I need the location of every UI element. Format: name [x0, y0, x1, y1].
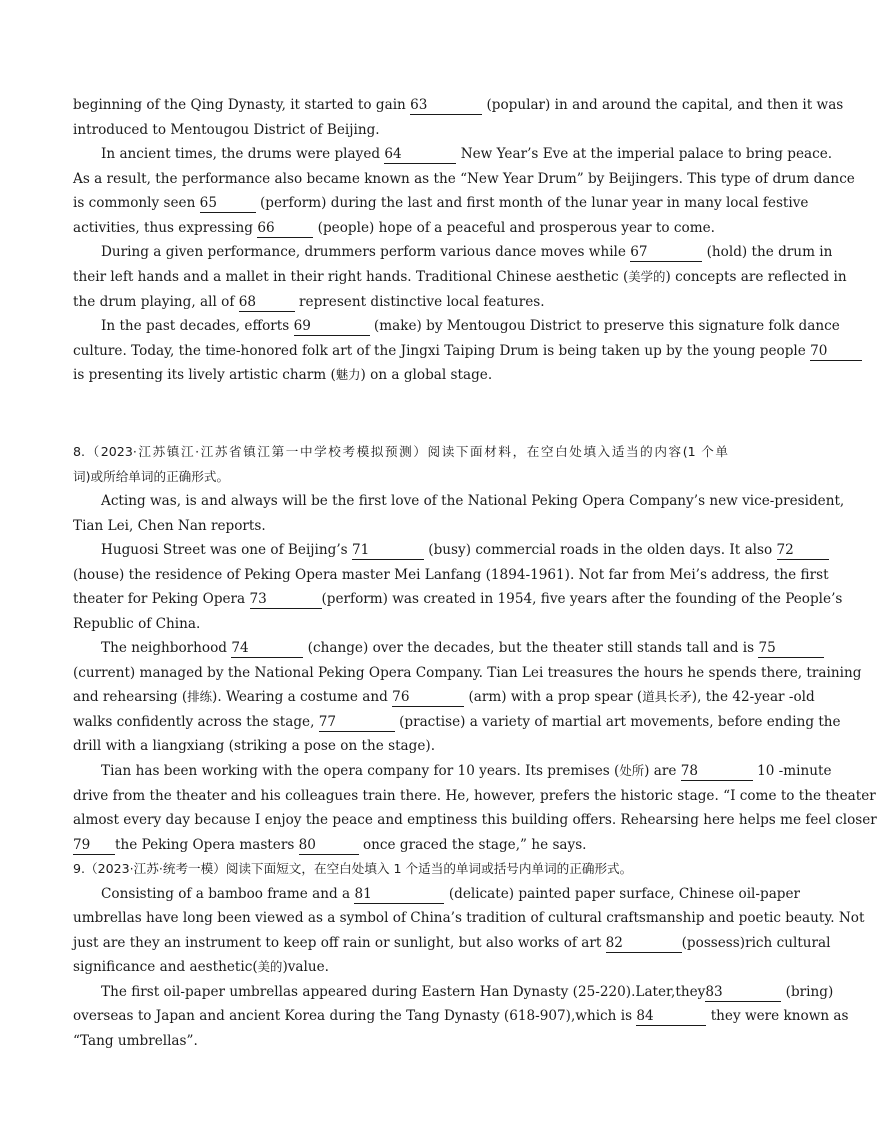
- text-line: walks confidently across the stage, 77 (practise) a variety of martial art movements, before ending the: [73, 714, 841, 730]
- answer-blank-69[interactable]: 69: [294, 319, 370, 336]
- answer-blank-74[interactable]: 74: [231, 641, 303, 658]
- answer-blank-66[interactable]: 66: [257, 221, 313, 238]
- text-line: drill with a liangxiang (striking a pose on the stage).: [73, 738, 436, 754]
- chinese-gloss: 排练: [187, 689, 213, 704]
- text-line: significance and aesthetic(美的)value.: [73, 959, 329, 975]
- text-line: the drum playing, all of 68 represent distinctive local features.: [73, 294, 545, 310]
- chinese-gloss: 美学的: [628, 269, 666, 284]
- text-line: In ancient times, the drums were played 64 New Year’s Eve at the imperial palace to bring peace.: [101, 146, 833, 162]
- text-line: Tian Lei, Chen Nan reports.: [73, 518, 266, 534]
- text-line: just are they an instrument to keep off rain or sunlight, but also works of art 82 (possess)rich cultural: [73, 935, 831, 951]
- answer-blank-79[interactable]: 79: [73, 838, 115, 855]
- text-line: umbrellas have long been viewed as a symbol of China’s tradition of cultural craftsmanship and poetic beauty. Not: [73, 910, 865, 926]
- text-line: introduced to Mentougou District of Beijing.: [73, 122, 380, 138]
- answer-blank-71[interactable]: 71: [352, 543, 424, 560]
- text-line: The neighborhood 74 (change) over the decades, but the theater still stands tall and is 75: [101, 636, 750, 661]
- answer-blank-70[interactable]: 70: [810, 344, 862, 361]
- answer-blank-76[interactable]: 76: [392, 690, 464, 707]
- text-line: beginning of the Qing Dynasty, it started to gain 63 (popular) in and around the capital, and then it was: [73, 97, 844, 113]
- answer-blank-72[interactable]: 72: [777, 543, 829, 560]
- text-line: Tian has been working with the opera company for 10 years. Its premises (处所) are 78 10 -minute: [101, 763, 832, 779]
- text-line: As a result, the performance also became known as the “New Year Drum” by Beijingers. This type of drum dance: [73, 171, 855, 187]
- text-line: Acting was, is and always will be the first love of the National Peking Opera Company’s new vice-president,: [101, 493, 845, 509]
- question-9-heading: 9.（2023·江苏·统考一模）阅读下面短文，在空白处填入 1 个适当的单词或括号内单词的正确形式。: [73, 861, 633, 876]
- answer-blank-80[interactable]: 80: [299, 838, 359, 855]
- chinese-gloss: 处所: [619, 763, 645, 778]
- answer-blank-63[interactable]: 63: [410, 98, 482, 115]
- text-line: theater for Peking Opera 73 (perform) was created in 1954, five years after the founding of the People’s: [73, 591, 843, 607]
- answer-blank-77[interactable]: 77: [319, 715, 395, 732]
- answer-blank-84[interactable]: 84: [636, 1009, 706, 1026]
- answer-blank-78[interactable]: 78: [681, 764, 753, 781]
- text-line: 79 the Peking Opera masters 80 once graced the stage,” he says.: [73, 837, 587, 853]
- text-line: The first oil-paper umbrellas appeared during Eastern Han Dynasty (25-220).Later,they83 (bring): [101, 984, 834, 1000]
- text-line: (house) the residence of Peking Opera master Mei Lanfang (1894-1961). Not far from Mei’s address, the first: [73, 567, 829, 583]
- answer-blank-67[interactable]: 67: [630, 245, 702, 262]
- text-line: their left hands and a mallet in their right hands. Traditional Chinese aesthetic (美学的) concepts are reflected in: [73, 269, 847, 285]
- answer-blank-65[interactable]: 65: [200, 196, 256, 213]
- text-line: Huguosi Street was one of Beijing’s 71 (busy) commercial roads in the olden days. It also 72: [101, 538, 728, 563]
- text-line: is presenting its lively artistic charm (魅力) on a global stage.: [73, 367, 493, 383]
- answer-blank-75[interactable]: 75: [758, 641, 824, 658]
- text-line: drive from the theater and his colleagues train there. He, however, prefers the historic stage. “I come to the theater: [73, 788, 876, 804]
- text-line: Consisting of a bamboo frame and a 81 (delicate) painted paper surface, Chinese oil-paper: [101, 886, 801, 902]
- text-line: “Tang umbrellas”.: [73, 1033, 198, 1049]
- chinese-gloss: 道具长矛: [642, 689, 692, 704]
- text-line: Republic of China.: [73, 616, 201, 632]
- text-line: During a given performance, drummers perform various dance moves while 67 (hold) the drum in: [101, 244, 833, 260]
- text-line: In the past decades, efforts 69 (make) by Mentougou District to preserve this signature folk dance: [101, 318, 840, 334]
- text-line: (current) managed by the National Peking Opera Company. Tian Lei treasures the hours he spends there, training: [73, 665, 862, 681]
- text-line: overseas to Japan and ancient Korea during the Tang Dynasty (618-907),which is 84 they were known as: [73, 1008, 849, 1024]
- text-line: activities, thus expressing 66 (people) hope of a peaceful and prosperous year to come.: [73, 220, 715, 236]
- answer-blank-68[interactable]: 68: [239, 295, 295, 312]
- answer-blank-82[interactable]: 82: [606, 936, 682, 953]
- answer-blank-64[interactable]: 64: [384, 147, 456, 164]
- chinese-gloss: 美的: [257, 959, 283, 974]
- chinese-gloss: 魅力: [335, 367, 361, 382]
- text-line: is commonly seen 65 (perform) during the last and first month of the lunar year in many local festive: [73, 195, 809, 211]
- answer-blank-73[interactable]: 73: [250, 592, 322, 609]
- answer-blank-81[interactable]: 81: [354, 887, 444, 904]
- text-line: culture. Today, the time-honored folk art of the Jingxi Taiping Drum is being taken up by the young people 70: [73, 339, 728, 364]
- question-8-heading-cont: 词)或所给单词的正确形式。: [73, 469, 230, 484]
- question-8-heading: 8.（2023·江苏镇江·江苏省镇江第一中学校考模拟预测）阅读下面材料，在空白处填入适当的内容(1 个单: [73, 444, 728, 459]
- text-line: and rehearsing (排练). Wearing a costume and 76 (arm) with a prop spear (道具长矛), the 42-year -old: [73, 689, 815, 705]
- text-line: almost every day because I enjoy the peace and emptiness this building offers. Rehearsing here helps me feel closer: [73, 812, 877, 828]
- answer-blank-83[interactable]: 83: [705, 985, 781, 1002]
